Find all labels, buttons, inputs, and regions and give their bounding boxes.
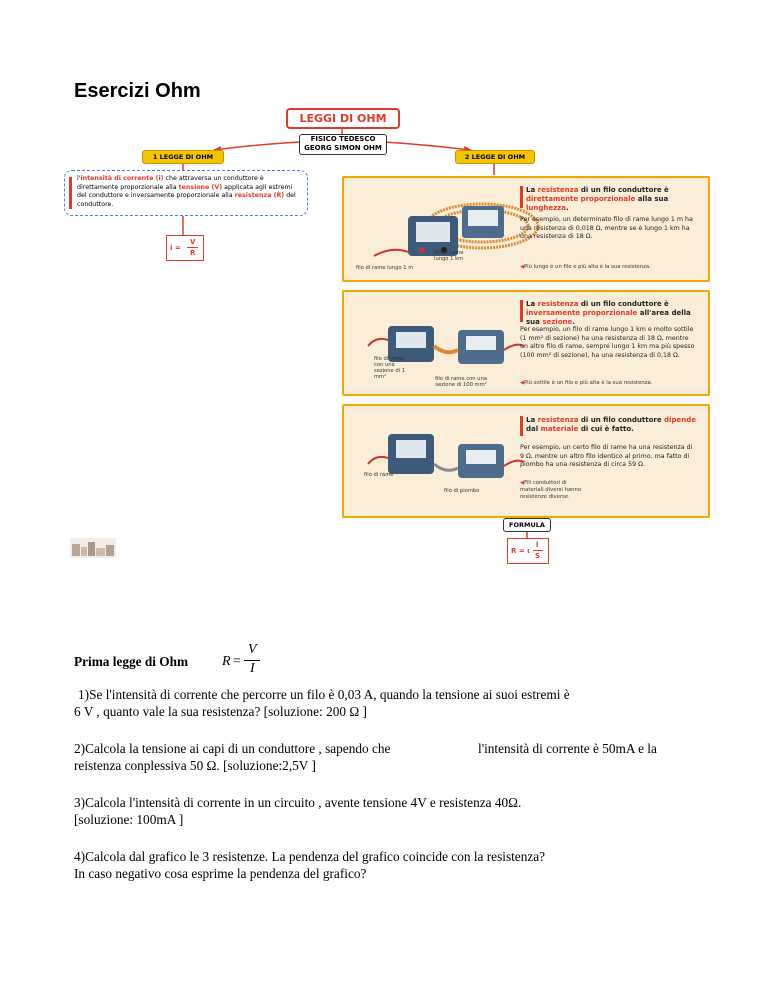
formula-i: I (250, 661, 255, 676)
formula-den: R (190, 249, 196, 257)
exercise-1-line-1: 1)Se l'intensità di corrente che percorre un filo è 0,03 A, quando la tensione ai suoi estremi è (78, 687, 570, 702)
panel3-note: ◀ Fili conduttori di materiali diversi hanno resistenze diverse. (520, 480, 590, 501)
panel3-body: Per esempio, un certo filo di rame ha una resistenza di 9 Ω, mentre un altro filo identico al primo, ma fatto di piombo ha una resistenza di circa 59 Ω. (520, 444, 693, 468)
panel2-heading: La resistenza di un filo conduttore è inversamente proporzionale all'area della sua sezione. (526, 300, 691, 326)
caption-100mm: filo di rame con una sezione di 100 mm² (435, 376, 487, 388)
formula-v: V (248, 642, 257, 657)
panel-section (342, 290, 710, 396)
exercise-1-line-2: 6 V , quanto vale la sua resistenza? [soluzione: 200 Ω ] (74, 704, 367, 719)
thumbnail-image (70, 538, 116, 558)
voltmeter-illustration-3 (366, 420, 526, 489)
panel1-body: Per esempio, un determinato filo di rame lungo 1 m ha una resistenza di 0,018 Ω, mentre se è lungo 1 km ha una resistenza di 18 Ω. (520, 216, 693, 240)
formula-r: R (222, 654, 231, 669)
def-part-7: del conduttore. (77, 192, 296, 208)
exercise-4-line-1: 4)Calcola dal grafico le 3 resistenze. La pendenza del grafico coincide con la resistenza? (74, 849, 546, 864)
formula2-num: l (536, 541, 539, 549)
def-part-3: che attraversa un conduttore è direttamente proporzionale alla (77, 175, 264, 191)
caption-lead: filo di piombo (444, 488, 480, 494)
def-part-6: resistenza (R) (234, 192, 285, 199)
first-law-label: Prima legge di Ohm (74, 654, 189, 669)
exercise-2-line-1b: l'intensità di corrente è 50mA e la (478, 741, 657, 756)
exercise-3-line-1: 3)Calcola l'intensità di corrente in un circuito , avente tensione 4V e resistenza 40Ω. (74, 795, 522, 810)
second-law-tab: 2 LEGGE DI OHM (455, 150, 535, 164)
def-part-1: l' (77, 175, 81, 182)
exercise-3-line-2: [soluzione: 100mA ] (74, 812, 184, 827)
caption-1mm: filo di rame con una sezione di 1 mm² (374, 356, 406, 380)
caption-1km: filo di rame lungo 1 km (434, 250, 464, 262)
exercise-2-line-2: reistenza conplessiva 50 Ω. [soluzione:2,5V ] (74, 758, 316, 773)
exercise-2-line-1a: 2)Calcola la tensione ai capi di un conduttore , sapendo che (74, 741, 391, 756)
panel1-note: ◀ Più lungo è un filo e più alta è la sua resistenza. (520, 264, 651, 270)
physicist-box (299, 134, 387, 155)
def-part-5: applicata agli estremi del conduttore e inversamente proporzionale alla (77, 183, 293, 199)
first-law-formula (222, 642, 262, 678)
first-law-definition (64, 170, 308, 216)
formula-lhs: i = (170, 244, 181, 252)
second-law-formula-box (507, 538, 549, 564)
first-law-tab: 1 LEGGE DI OHM (142, 150, 224, 164)
formula-tab: FORMULA (503, 518, 551, 532)
panel3-heading: La resistenza di un filo conduttore dipende dal materiale di cui è fatto. (526, 416, 696, 433)
def-part-4: tensione (V) (178, 183, 223, 191)
page-title: Esercizi Ohm (74, 80, 201, 102)
caption-copper: filo di rame (364, 472, 394, 478)
formula-eq: = (233, 654, 241, 669)
first-law-formula-box (166, 235, 204, 261)
exercise-4-line-2: In caso negativo cosa esprime la pendenza del grafico? (74, 866, 367, 881)
caption-1m: filo di rame lungo 1 m (356, 265, 414, 271)
panel-material (342, 404, 710, 518)
formula2-den: S (535, 552, 541, 560)
panel2-body: Per esempio, un filo di rame lungo 1 km e molto sottile (1 mm² di sezione) ha una resistenza di 18 Ω, mentre un altro filo di rame, sempre lungo 1 km ma più spesso (100 mm² di sezione), ha una resistenza di 0,18 Ω. (520, 326, 695, 359)
map-header: LEGGI DI OHM (286, 108, 400, 129)
panel-length (342, 176, 710, 282)
formula2-lhs: R = ι (511, 547, 530, 555)
panel1-heading: La resistenza di un filo conduttore è direttamente proporzionale alla sua lunghezza. (526, 186, 669, 212)
physicist-line-1: FISICO TEDESCO (310, 135, 376, 143)
def-part-2: intensità di corrente (i) (80, 175, 164, 182)
panel2-note: ◀ Più sottile è un filo e più alta è la sua resistenza. (520, 380, 652, 386)
formula-num: V (190, 238, 196, 246)
physicist-line-2: GEORG SIMON OHM (304, 144, 382, 152)
